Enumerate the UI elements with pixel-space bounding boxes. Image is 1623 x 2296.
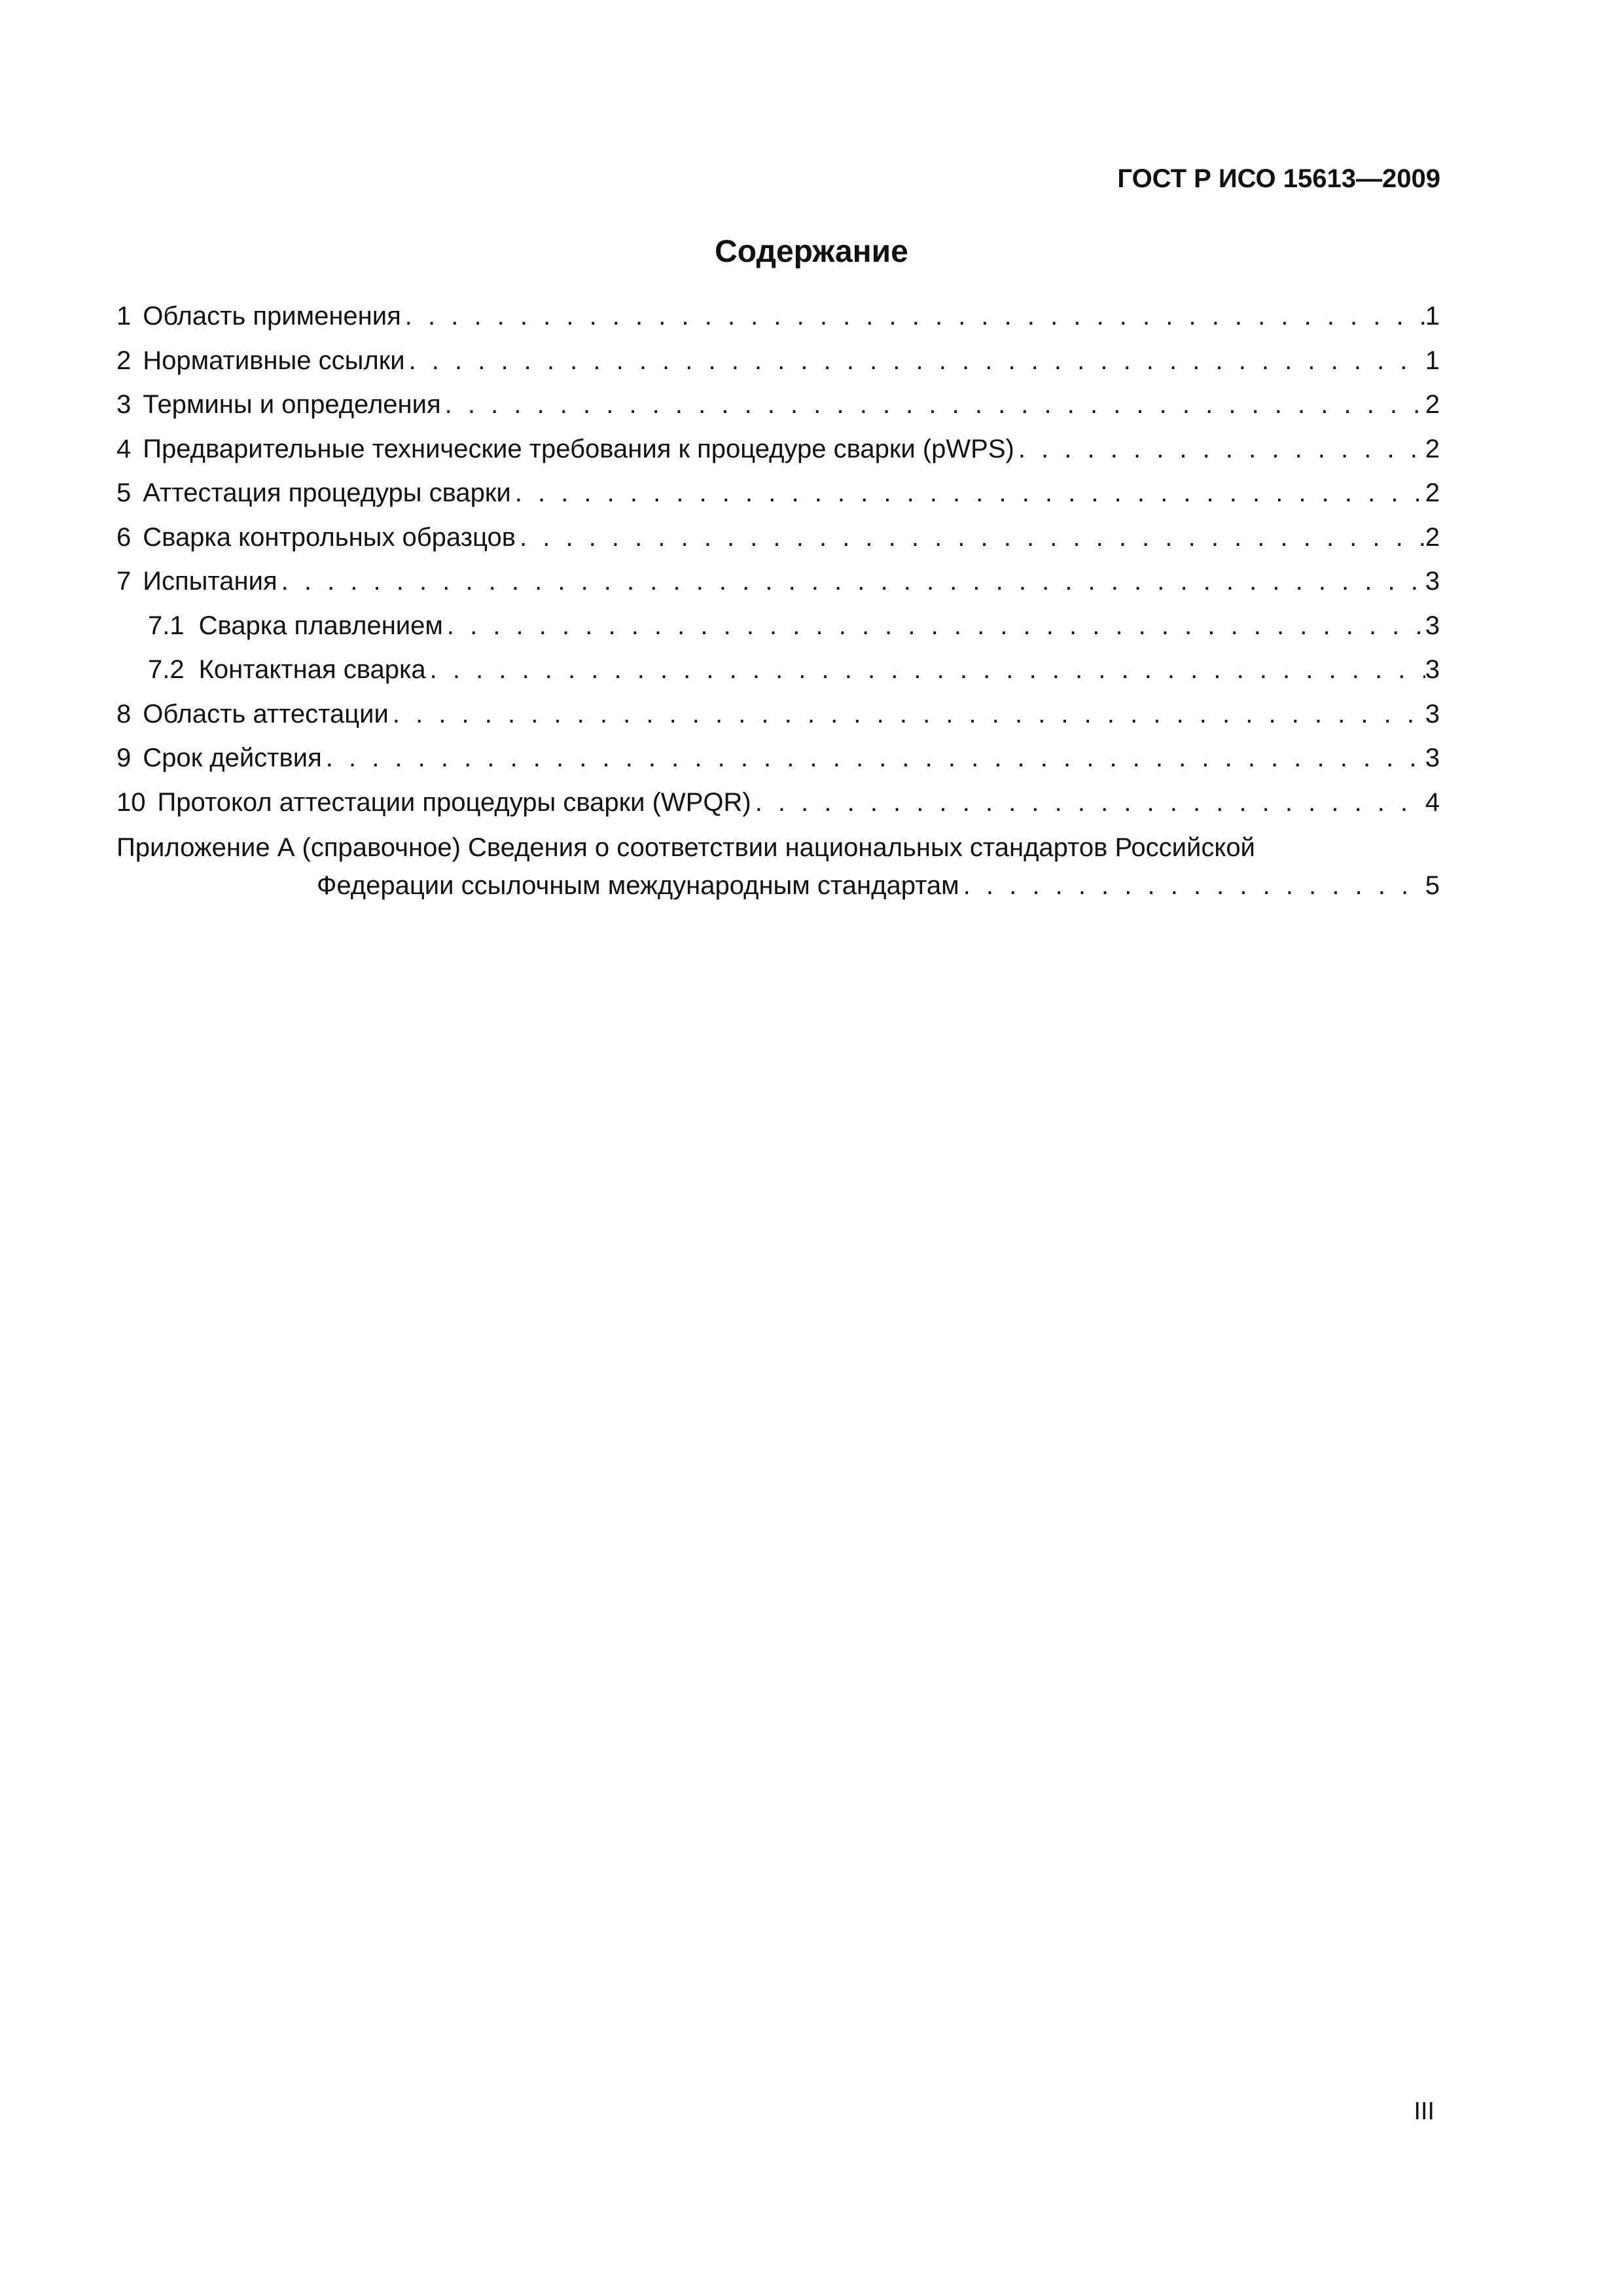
toc-entry-title: Срок действия [143, 744, 322, 772]
toc-entry-number: 2 [116, 346, 132, 375]
toc-entry-7[interactable] [116, 562, 1440, 607]
toc-entry-page: 2 [1425, 522, 1440, 552]
leader-dots [511, 474, 1425, 512]
toc-entry-page: 2 [1425, 390, 1440, 419]
annex-title-line-1: Приложение А (справочное) Сведения о соответствии национальных стандартов Российской [116, 833, 1255, 862]
toc-entry-title: Предварительные технические требования к процедуре сварки (pWPS) [143, 434, 1014, 463]
toc-entry-number: 8 [116, 699, 132, 728]
document-code: ГОСТ Р ИСО 15613—2009 [1117, 164, 1440, 193]
toc-entry-page: 2 [1425, 434, 1440, 463]
toc-entry-number: 3 [116, 390, 132, 419]
toc-entry-number: 4 [116, 434, 132, 463]
toc-entry-title: Сварка контрольных образцов [143, 522, 516, 552]
leader-dots [405, 342, 1425, 380]
toc-entry-page: 5 [1425, 871, 1440, 900]
leader-dots [516, 518, 1425, 556]
toc-entry-number: 1 [116, 302, 132, 331]
leader-dots [441, 386, 1425, 423]
leader-dots [389, 695, 1425, 733]
leader-dots [959, 867, 1425, 905]
toc-entry-number: 7.1 [148, 611, 185, 640]
toc-entry-title: Область применения [143, 302, 401, 331]
toc-entry-1[interactable] [116, 297, 1440, 342]
leader-dots [751, 783, 1425, 821]
toc-entry-9[interactable] [116, 739, 1440, 783]
leader-dots [1014, 430, 1425, 468]
toc-entry-page: 3 [1425, 655, 1440, 684]
toc-entry-page: 3 [1425, 611, 1440, 640]
toc-entry-7-2[interactable] [116, 651, 1440, 695]
leader-dots [322, 739, 1425, 777]
toc-entry-title: Сварка плавлением [198, 611, 443, 640]
toc-entry-number: 10 [116, 787, 146, 817]
toc-entry-title: Контактная сварка [198, 655, 426, 684]
toc-entry-annex-a[interactable] [116, 829, 1440, 908]
toc-title: Содержание [715, 234, 908, 269]
toc-entry-3[interactable] [116, 386, 1440, 430]
toc-entry-title: Термины и определения [143, 390, 441, 419]
toc-entry-5[interactable] [116, 474, 1440, 518]
toc-entry-7-1[interactable] [116, 607, 1440, 651]
leader-dots [426, 651, 1425, 689]
toc-entry-6[interactable] [116, 518, 1440, 563]
toc-entry-title: Протокол аттестации процедуры сварки (WPQR) [157, 787, 751, 817]
page-number: III [1414, 2098, 1435, 2125]
toc-entry-8[interactable] [116, 695, 1440, 740]
toc-entry-title: Испытания [143, 567, 277, 596]
leader-dots [443, 607, 1425, 645]
toc-entry-page: 2 [1425, 478, 1440, 507]
toc-entry-page: 3 [1425, 699, 1440, 728]
toc-entry-10[interactable] [116, 783, 1440, 828]
leader-dots [277, 562, 1425, 600]
toc-entry-title: Область аттестации [143, 699, 389, 728]
leader-dots [401, 297, 1425, 335]
toc-entry-number: 7.2 [148, 655, 185, 684]
table-of-contents [116, 297, 1440, 908]
toc-entry-number: 7 [116, 567, 132, 596]
toc-entry-page: 3 [1425, 567, 1440, 596]
toc-entry-title: Нормативные ссылки [143, 346, 405, 375]
toc-entry-page: 4 [1425, 787, 1440, 817]
toc-entry-number: 6 [116, 522, 132, 552]
toc-entry-4[interactable] [116, 430, 1440, 475]
toc-entry-number: 9 [116, 744, 132, 772]
toc-entry-page: 3 [1425, 744, 1440, 772]
annex-title-line-2: Федерации ссылочным международным стандартам [317, 871, 959, 900]
toc-entry-page: 1 [1425, 346, 1440, 375]
toc-entry-number: 5 [116, 478, 132, 507]
toc-entry-title: Аттестация процедуры сварки [143, 478, 511, 507]
toc-entry-page: 1 [1425, 302, 1440, 331]
toc-entry-2[interactable] [116, 342, 1440, 386]
